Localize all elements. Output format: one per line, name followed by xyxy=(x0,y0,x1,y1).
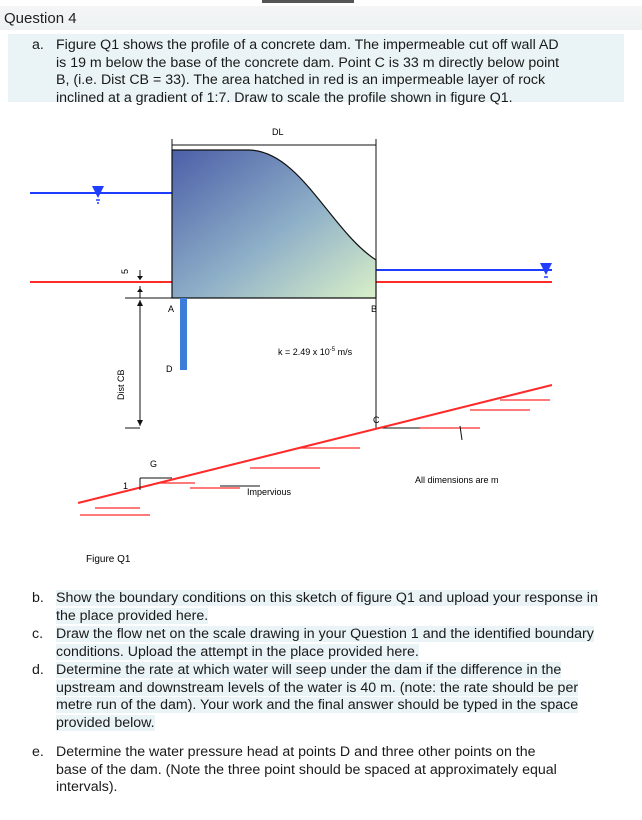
label-c: C xyxy=(373,415,380,425)
figure-caption: Figure Q1 xyxy=(86,554,131,565)
impervious-layer-line xyxy=(78,385,552,503)
part-c-line: conditions. Upload the attempt in the place provided here. xyxy=(56,643,419,660)
label-d: D xyxy=(166,364,173,374)
question-header xyxy=(0,6,642,30)
permeability-label: k = 2.49 x $10^{-5}$ m/s xyxy=(278,347,353,357)
part-e-line: intervals). xyxy=(56,779,118,795)
part-a-line: inclined at a gradient of 1:7. Draw to scale the profile shown in figure Q1. xyxy=(56,89,513,106)
gradient-label: 1 xyxy=(123,481,129,491)
part-b-line: the place provided here. xyxy=(56,607,209,624)
part-e-line: base of the dam. (Note the three point should be spaced at approximately equal xyxy=(56,761,557,778)
dim-5-label: 5 xyxy=(120,268,130,274)
label-b: B xyxy=(371,304,378,314)
part-a-marker: a. xyxy=(32,37,44,53)
part-b-line: Show the boundary conditions on this sketch of figure Q1 and upload your response in xyxy=(56,590,598,606)
part-e-text xyxy=(56,744,626,797)
dl-label: DL xyxy=(272,127,284,137)
part-d-line: metre run of the dam). Your work and the final answer should be typed in the space xyxy=(56,697,579,713)
label-g: G xyxy=(150,459,158,469)
part-a-line: Figure Q1 shows the profile of a concrete dam. The impermeable cut off wall AD xyxy=(56,37,559,53)
part-a-text xyxy=(56,37,626,107)
part-a-line: is 19 m below the base of the concrete dam. Point C is 33 m directly below point xyxy=(56,54,560,71)
cutoff-wall xyxy=(180,298,187,370)
part-d-marker: d. xyxy=(32,662,44,678)
label-a: A xyxy=(168,304,175,314)
part-d-line: Determine the rate at which water will seep under the dam if the difference in the xyxy=(56,662,562,678)
figure-q1-diagram xyxy=(0,110,642,580)
part-c-line: Draw the flow net on the scale drawing in your Question 1 and the identified boundary xyxy=(56,626,594,642)
top-scroll-mark xyxy=(262,0,354,3)
part-a-line: B, (i.e. Dist CB = 33). The area hatched in red is an impermeable layer of rock xyxy=(56,72,546,88)
part-b-text xyxy=(56,590,626,625)
impervious-label: Impervious xyxy=(247,487,292,497)
concrete-dam xyxy=(172,150,376,298)
question-title: Question 4 xyxy=(4,10,77,27)
part-c-marker: c. xyxy=(32,626,44,642)
part-e-line: Determine the water pressure head at points D and three other points on the xyxy=(56,744,536,760)
part-e-marker: e. xyxy=(32,744,44,760)
part-d-line: upstream and downstream levels of the water is 40 m. (note: the rate should be per xyxy=(56,679,579,696)
dist-cb-label: Dist CB xyxy=(116,369,126,400)
dimensions-note: All dimensions are m xyxy=(415,475,499,485)
part-d-text xyxy=(56,662,626,732)
part-d-line: provided below. xyxy=(56,714,155,731)
impervious-hatching xyxy=(80,400,550,515)
part-c-text xyxy=(56,626,626,661)
part-b-marker: b. xyxy=(32,590,44,606)
